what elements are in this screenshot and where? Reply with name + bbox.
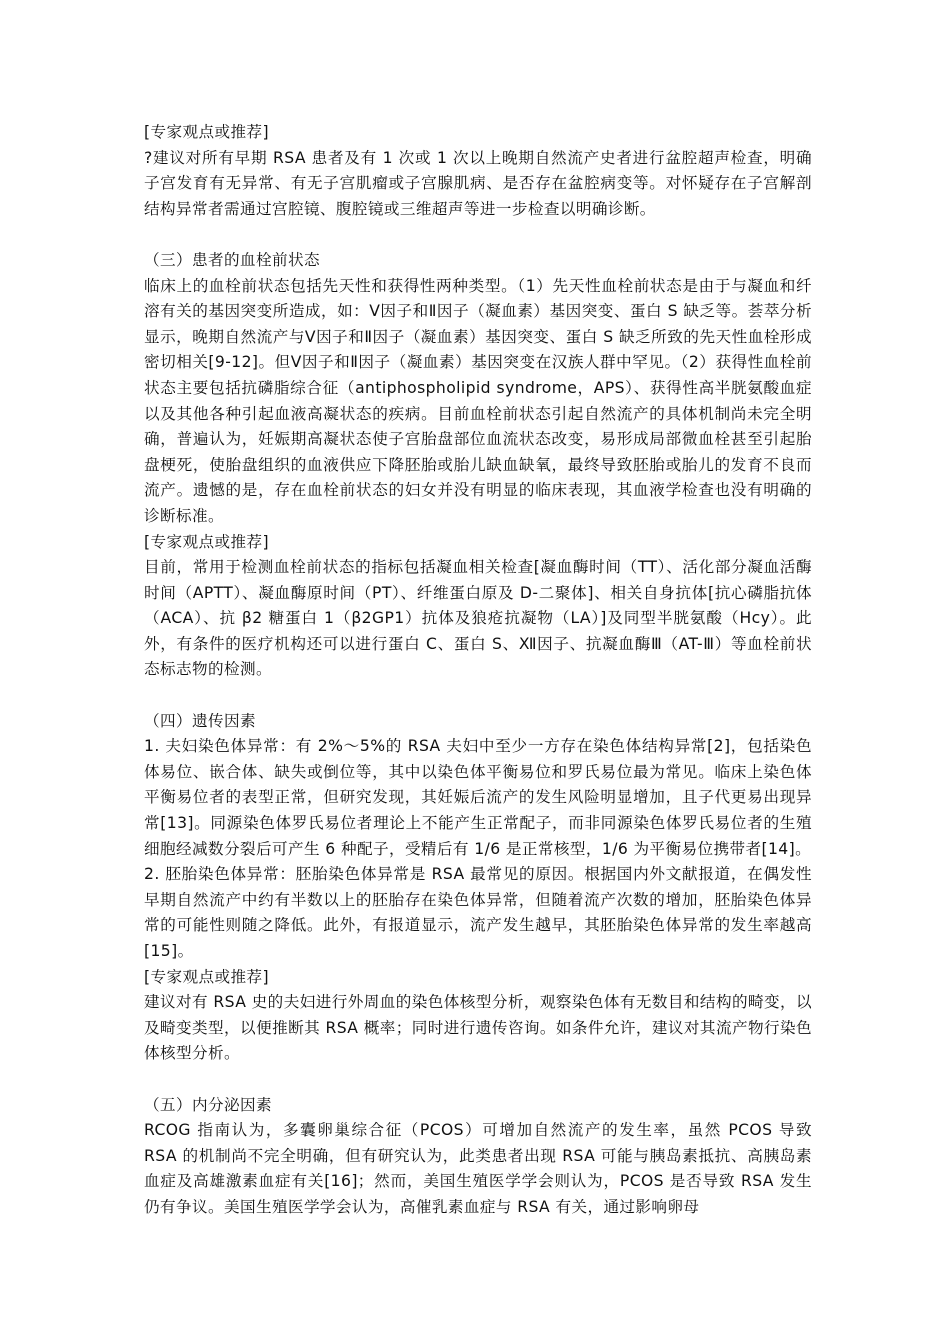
section-endocrine-factors xyxy=(144,1093,812,1221)
section-heading: （五）内分泌因素 xyxy=(144,1095,272,1114)
section-heading: （三）患者的血栓前状态 xyxy=(144,250,320,269)
expert-opinion-tag: [专家观点或推荐] xyxy=(144,967,269,986)
paragraph: RCOG 指南认为，多囊卵巢综合征（PCOS）可增加自然流产的发生率，虽然 PCOS 导致 RSA 的机制尚不完全明确，但有研究认为，此类患者出现 RSA 可能与胰岛素抵抗、高胰岛素血症及高雄激素血症有关[16]；然而，美国生殖医学学会则认为，PCOS 是否导致 RSA 发生仍有争议。美国生殖医学学会认为，高催乳素血症与 RSA 有关，通过影响卵母 xyxy=(144,1121,812,1216)
paragraph: ?建议对所有早期 RSA 患者及有 1 次或 1 次以上晚期自然流产史者进行盆腔超声检查，明确子宫发育有无异常、有无子宫肌瘤或子宫腺肌病、是否存在盆腔病变等。对怀疑存在子宫解剖结构异常者需通过宫腔镜、腹腔镜或三维超声等进一步检查以明确诊断。 xyxy=(144,148,812,218)
expert-opinion-tag: [专家观点或推荐] xyxy=(144,123,269,141)
paragraph: 1. 夫妇染色体异常：有 2%～5%的 RSA 夫妇中至少一方存在染色体结构异常[2]，包括染色体易位、嵌合体、缺失或倒位等，其中以染色体平衡易位和罗氏易位最为常见。临床上染色体平衡易位者的表型正常，但研究发现，其妊娠后流产的发生风险明显增加，且子代更易出现异常[13]。同源染色体罗氏易位者理论上不能产生正常配子，而非同源染色体罗氏易位者的生殖细胞经减数分裂后可产生 6 种配子，受精后有 1/6 是正常核型，1/6 为平衡易位携带者[14]。 xyxy=(144,737,812,858)
paragraph: 目前，常用于检测血栓前状态的指标包括凝血相关检查[凝血酶时间（TT）、活化部分凝血活酶时间（APTT）、凝血酶原时间（PT）、纤维蛋白原及 D-二聚体]、相关自身抗体[抗心磷脂抗体（ACA）、抗 β2 糖蛋白 1（β2GP1）抗体及狼疮抗凝物（LA）]及同型半胱氨酸（Hcy）。此外，有条件的医疗机构还可以进行蛋白 C、蛋白 S、Ⅻ因子、抗凝血酶Ⅲ（AT-Ⅲ）等血栓前状态标志物的检测。 xyxy=(144,558,812,679)
paragraph: 建议对有 RSA 史的夫妇进行外周血的染色体核型分析，观察染色体有无数目和结构的畸变，以及畸变类型，以便推断其 RSA 概率；同时进行遗传咨询。如条件允许，建议对其流产物行染色体核型分析。 xyxy=(144,993,812,1063)
section-ultrasound-recommendation xyxy=(144,120,812,222)
paragraph: 临床上的血栓前状态包括先天性和获得性两种类型。（1）先天性血栓前状态是由于与凝血和纤溶有关的基因突变所造成，如：Ⅴ因子和Ⅱ因子（凝血素）基因突变、蛋白 S 缺乏等。荟萃分析显示，晚期自然流产与Ⅴ因子和Ⅱ因子（凝血素）基因突变、蛋白 S 缺乏所致的先天性血栓形成密切相关[9-12]。但Ⅴ因子和Ⅱ因子（凝血素）基因突变在汉族人群中罕见。（2）获得性血栓前状态主要包括抗磷脂综合征（antiphospholipid syndrome，APS）、获得性高半胱氨酸血症以及其他各种引起血液高凝状态的疾病。目前血栓前状态引起自然流产的具体机制尚未完全明确，普遍认为，妊娠期高凝状态使子宫胎盘部位血流状态改变，易形成局部微血栓甚至引起胎盘梗死，使胎盘组织的血液供应下降胚胎或胎儿缺血缺氧，最终导致胚胎或胎儿的发育不良而流产。遗憾的是，存在血栓前状态的妇女并没有明显的临床表现，其血液学检查也没有明确的诊断标准。 xyxy=(144,276,812,525)
expert-opinion-tag: [专家观点或推荐] xyxy=(144,532,269,551)
section-heading: （四）遗传因素 xyxy=(144,711,256,730)
document-page xyxy=(144,120,812,1246)
section-prethrombotic-state xyxy=(144,248,812,683)
section-genetic-factors xyxy=(144,709,812,1067)
paragraph: 2. 胚胎染色体异常：胚胎染色体异常是 RSA 最常见的原因。根据国内外文献报道，在偶发性早期自然流产中约有半数以上的胚胎存在染色体异常，但随着流产次数的增加，胚胎染色体异常的可能性则随之降低。此外，有报道显示，流产发生越早，其胚胎染色体异常的发生率越高[15]。 xyxy=(144,865,812,960)
